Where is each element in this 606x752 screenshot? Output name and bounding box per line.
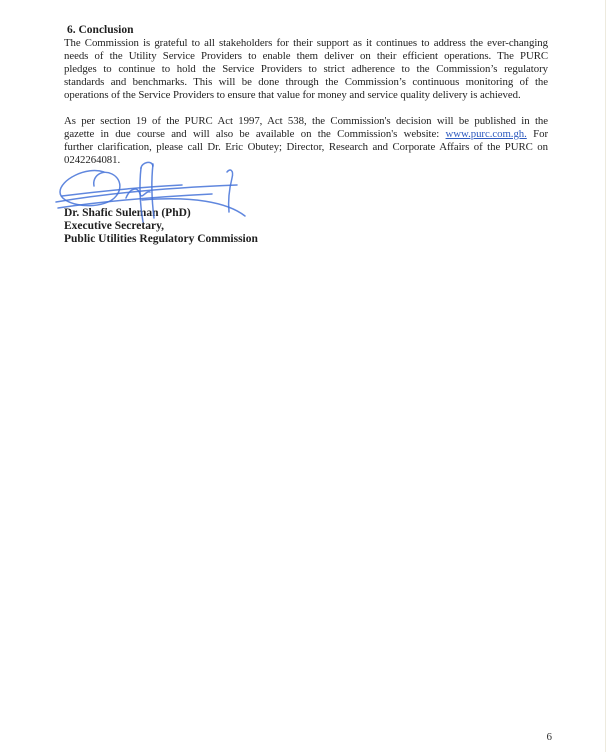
- text-line: [64, 141, 548, 154]
- text-line: [64, 76, 548, 89]
- text-line: [64, 115, 548, 128]
- section-heading: 6. Conclusion: [67, 24, 134, 36]
- page-number: 6: [546, 731, 552, 743]
- text-segment: The Commission is grateful to all stakeholders for their support as it continues to address the ever-changing: [64, 37, 548, 49]
- text-line: [64, 63, 548, 76]
- text-segment: As per section 19 of the PURC Act 1997, Act 538, the Commission's decision will be published in the: [64, 115, 548, 127]
- text-line: [64, 89, 548, 102]
- text-segment: standards and benchmarks. This will be done through the Commission’s continuous monitoring of the: [64, 76, 548, 88]
- body-paragraphs: [64, 37, 548, 167]
- text-line: [64, 50, 548, 63]
- text-segment: 0242264081.: [64, 154, 121, 166]
- text-segment: pledges to continue to hold the Service Providers to strict adherence to the Commission’s regulatory: [64, 63, 548, 75]
- paragraph: [64, 37, 548, 102]
- text-line: [64, 37, 548, 50]
- text-segment: For: [526, 128, 549, 140]
- text-segment: needs of the Utility Service Providers to enable them deliver on their efficient operations. The PURC: [64, 50, 548, 62]
- signature-block: [64, 207, 548, 246]
- text-segment: further clarification, please call Dr. Eric Obutey; Director, Research and Corporate Affairs of the PURC on: [64, 141, 548, 153]
- signatory-title: Executive Secretary,: [64, 220, 165, 232]
- paragraph: [64, 115, 548, 167]
- text-line: [64, 154, 548, 167]
- signatory-organization: Public Utilities Regulatory Commission: [64, 233, 258, 245]
- page-content: [64, 24, 548, 246]
- text-segment: operations of the Service Providers to ensure that value for money and service quality delivery is achieved.: [64, 89, 521, 101]
- signatory-name: Dr. Shafic Suleman (PhD): [64, 207, 191, 219]
- text-line: [64, 128, 548, 141]
- text-segment: gazette in due course and will also be available on the Commission's website:: [64, 128, 446, 140]
- purc-website-link[interactable]: www.purc.com.gh.: [445, 128, 527, 140]
